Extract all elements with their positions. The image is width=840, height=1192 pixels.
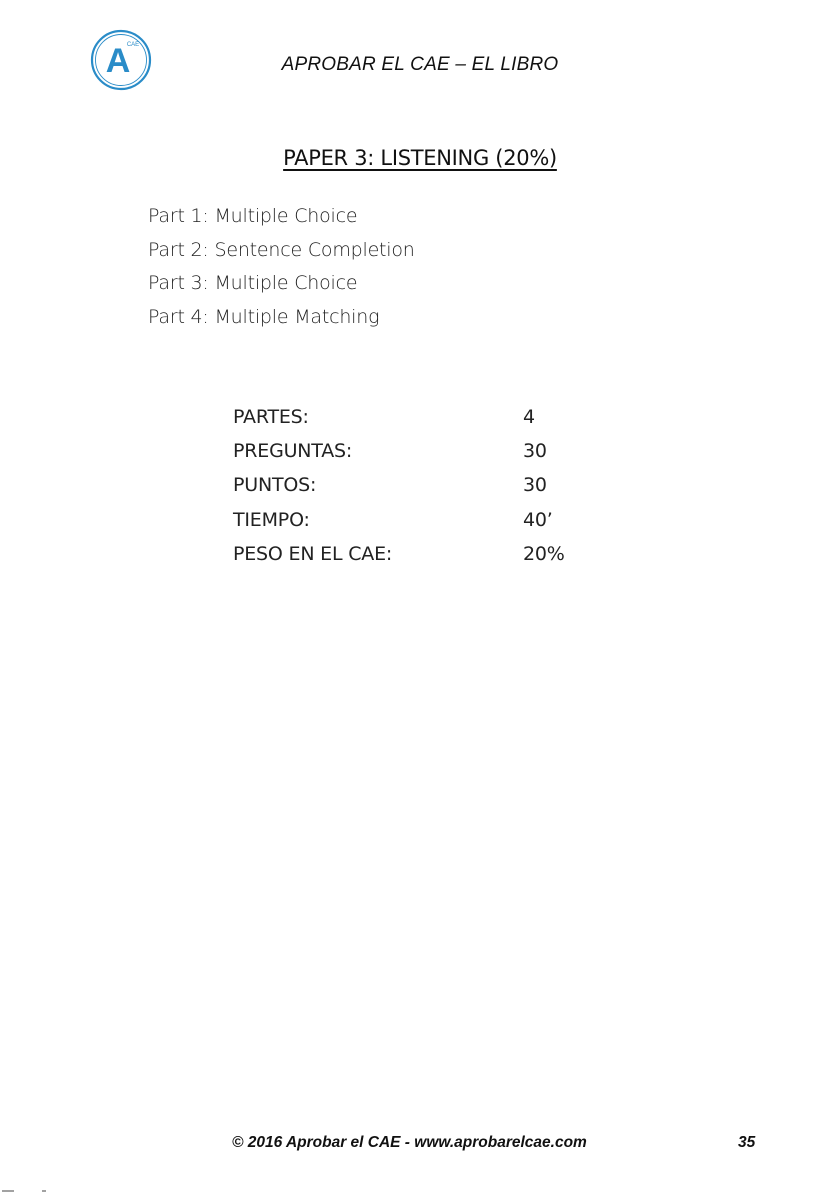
- table-row: [233, 541, 565, 575]
- page-number: 35: [738, 1134, 756, 1151]
- running-header: [0, 54, 840, 76]
- footer-copyright: © 2016 Aprobar el CAE - www.aprobarelcae.com: [232, 1134, 587, 1151]
- summary-label: PESO EN EL CAE:: [233, 542, 393, 565]
- summary-label: PARTES:: [233, 406, 309, 428]
- parts-list: [148, 202, 415, 336]
- scan-artifact-mark: [2, 1186, 48, 1192]
- running-header-text: APROBAR EL CAE – EL LIBRO: [281, 54, 559, 75]
- summary-label: PREGUNTAS:: [233, 440, 353, 463]
- summary-value: 4: [523, 406, 535, 428]
- summary-value: 30: [523, 440, 547, 463]
- list-item: Part 2: Sentence Completion: [148, 238, 415, 261]
- logo-small-text: CAE: [126, 42, 140, 48]
- list-item: Part 3: Multiple Choice: [148, 272, 358, 295]
- page-title: PAPER 3: LISTENING (20%): [283, 146, 557, 170]
- table-row: [233, 404, 565, 438]
- summary-value: 20%: [523, 542, 565, 565]
- exam-summary-table: [233, 404, 565, 575]
- table-row: [233, 472, 565, 506]
- list-item: Part 4: Multiple Matching: [148, 305, 380, 328]
- list-item: Part 1: Multiple Choice: [148, 205, 358, 227]
- summary-value: 40’: [523, 508, 553, 531]
- logo-letter: A: [105, 42, 131, 80]
- summary-label: TIEMPO:: [233, 508, 310, 531]
- summary-label: PUNTOS:: [233, 474, 317, 497]
- table-row: [233, 438, 565, 472]
- summary-value: 30: [523, 474, 547, 497]
- table-row: [233, 507, 565, 541]
